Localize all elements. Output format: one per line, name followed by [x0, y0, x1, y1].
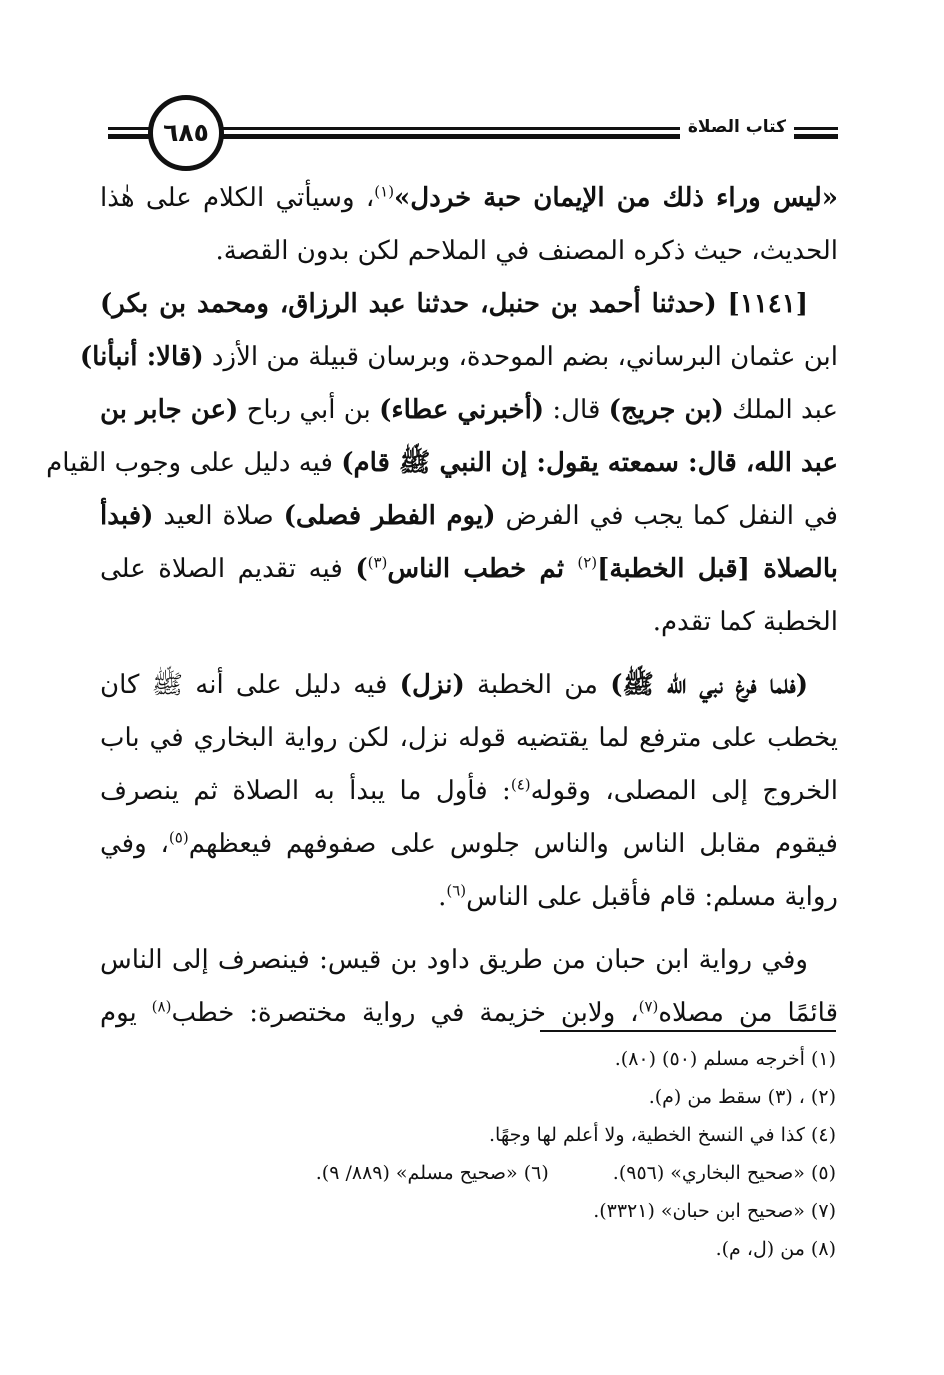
- running-title: كتاب الصلاة: [680, 113, 794, 141]
- page-header: [108, 95, 838, 171]
- footnote-reference: (٤): [510, 775, 531, 794]
- main-text: [46, 172, 839, 1028]
- footnotes: [236, 1040, 836, 1268]
- text-line: [100, 596, 838, 649]
- quoted-text: بالصلاة [قبل الخطبة]: [597, 554, 839, 584]
- text-line: [100, 490, 838, 543]
- footnote-text: (١) أخرجه مسلم (٥٠) (٨٠).: [614, 1048, 836, 1070]
- text-line: [100, 987, 838, 1040]
- text-line: [100, 225, 838, 278]
- quoted-text: ثم خطب الناس: [387, 554, 578, 584]
- text-line: [100, 543, 838, 596]
- footnote-separator: [540, 1030, 836, 1032]
- page-number: ٦٨٥: [148, 95, 224, 171]
- commentary-text: : فأول ما يبدأ به الصلاة ثم ينصرف: [100, 776, 511, 806]
- commentary-text: فيه تقديم الصلاة على: [100, 554, 356, 584]
- commentary-text: قائمًا من مصلاه: [658, 998, 839, 1028]
- commentary-text: عبد الملك: [723, 395, 839, 425]
- commentary-text: الحديث، حيث ذكره المصنف في الملاحم لكن بدون القصة.: [215, 236, 838, 266]
- footnote: [236, 1116, 836, 1154]
- commentary-text: ، ولابن خزيمة في رواية مختصرة: خطب: [171, 998, 639, 1028]
- footnote: [236, 1154, 836, 1192]
- commentary-text: وفي رواية ابن حبان من طريق داود بن قيس: فينصرف إلى الناس: [100, 945, 808, 975]
- commentary-text: فيه دليل على وجوب القيام: [46, 448, 342, 478]
- footnote-text: (٢) ، (٣) سقط من (م).: [648, 1086, 836, 1108]
- commentary-text: فيقوم مقابل الناس والناس جلوس على صفوفهم فيعظهم: [188, 829, 838, 859]
- quoted-text: (يوم الفطر فصلى): [283, 501, 496, 531]
- text-line: [100, 818, 838, 871]
- footnote-text: (٥) «صحيح البخاري» (٩٥٦).: [612, 1162, 836, 1184]
- quoted-text: (أخبرني عطاء): [379, 395, 545, 425]
- footnote-reference: (٧): [638, 997, 659, 1016]
- footnote-text: (٧) «صحيح ابن حبان» (٣٣٢١).: [593, 1200, 836, 1222]
- quoted-text: (عن جابر بن: [100, 395, 239, 425]
- footnote: [236, 1040, 836, 1078]
- commentary-text: الخروج إلى المصلى، وقوله: [530, 776, 838, 806]
- footnote-text: (٦) «صحيح مسلم» (٨٨٩/ ٩).: [315, 1162, 549, 1184]
- footnote-reference: (٥): [168, 828, 189, 847]
- commentary-text: يوم: [100, 998, 152, 1028]
- commentary-text: الخطبة كما تقدم.: [652, 607, 838, 637]
- commentary-text: فيه دليل على أنه ﷺ كان: [100, 670, 400, 700]
- commentary-text: صلاة العيد: [153, 501, 284, 531]
- commentary-text: بن أبي رباح: [238, 395, 380, 425]
- footnote: [236, 1230, 836, 1268]
- quoted-text: عبد الله، قال: سمعته يقول: إن النبي ﷺ قام): [341, 448, 838, 478]
- text-line: [100, 172, 838, 225]
- commentary-text: ، وسيأتي الكلام على هٰذا: [100, 183, 375, 213]
- text-line: [100, 934, 838, 987]
- commentary-text: رواية مسلم: قام فأقبل على الناس: [466, 882, 838, 912]
- quoted-text: (فلما فرغ نبي الله ﷺ): [610, 670, 808, 700]
- quoted-text: (قالا: أنبأنا): [79, 342, 204, 372]
- commentary-text: يخطب على مترفع لما يقتضيه قوله نزل، لكن رواية البخاري في باب: [100, 723, 838, 753]
- footnote-reference: (٦): [446, 881, 467, 900]
- commentary-text: من الخطبة: [464, 670, 611, 700]
- footnote-text: (٤) كذا في النسخ الخطية، ولا أعلم لها وجهًا.: [489, 1124, 836, 1146]
- quoted-text: (نزل): [399, 670, 465, 700]
- footnote-reference: (٣): [367, 553, 388, 572]
- quoted-text: ): [355, 554, 368, 584]
- footnote-text: (٨) من (ل، م).: [715, 1238, 836, 1260]
- commentary-text: قال:: [544, 395, 609, 425]
- footnote: [236, 1078, 836, 1116]
- commentary-text: في النفل كما يجب في الفرض: [495, 501, 838, 531]
- text-line: [46, 437, 838, 490]
- footnote-reference: (١): [374, 182, 395, 201]
- quoted-text: [١١٤١] (حدثنا أحمد بن حنبل، حدثنا عبد الرزاق، ومحمد بن بكر): [100, 289, 808, 319]
- commentary-text: .: [438, 882, 447, 912]
- quoted-text: (فبدأ: [100, 501, 154, 531]
- commentary-text: ، وفي: [100, 829, 169, 859]
- text-line: [100, 712, 838, 765]
- paragraph-gap: [100, 924, 838, 934]
- text-line: [100, 659, 838, 712]
- text-line: [100, 871, 838, 924]
- footnote-reference: (٢): [577, 553, 598, 572]
- text-line: [100, 384, 838, 437]
- text-line: [100, 278, 838, 331]
- quoted-text: «ليس وراء ذلك من الإيمان حبة خردل»: [394, 183, 838, 213]
- commentary-text: ابن عثمان البرساني، بضم الموحدة، وبرسان قبيلة من الأزد: [203, 342, 838, 372]
- footnote: [236, 1192, 836, 1230]
- quoted-text: (بن جريج): [608, 395, 724, 425]
- paragraph-gap: [100, 649, 838, 659]
- text-line: [79, 331, 838, 384]
- text-line: [100, 765, 838, 818]
- footnote-reference: (٨): [151, 997, 172, 1016]
